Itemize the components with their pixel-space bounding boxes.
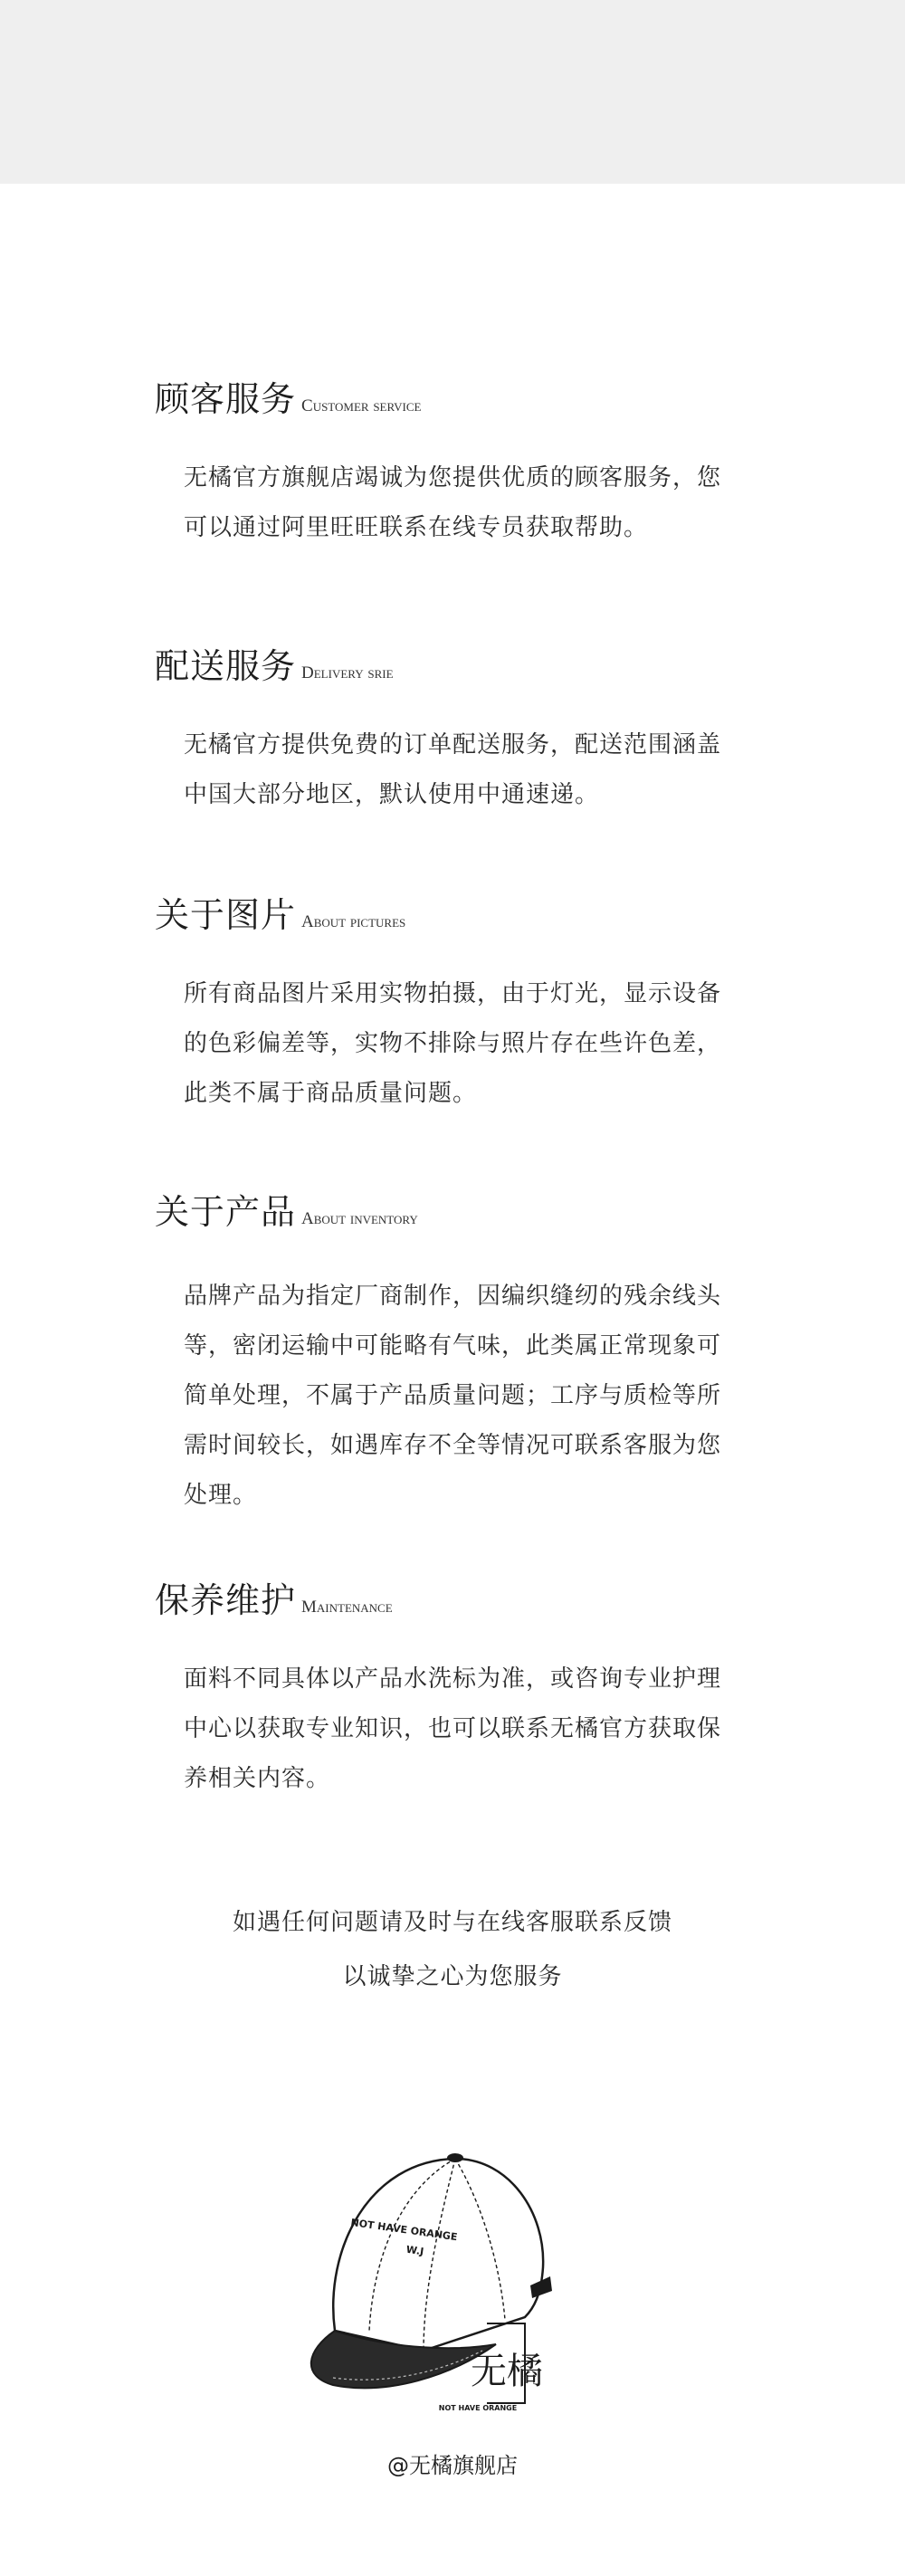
section-body <box>184 1272 745 1521</box>
heading-en: About inventory <box>301 1209 418 1228</box>
closing-line-1: 如遇任何问题请及时与在线客服联系反馈 <box>232 1909 672 1936</box>
closing-line-2: 以诚挚之心为您服务 <box>342 1963 563 1990</box>
section-heading <box>155 638 394 688</box>
baseball-cap-icon <box>288 2113 577 2412</box>
body-line: 无橘官方旗舰店竭诚为您提供优质的顾客服务，您 <box>184 464 722 491</box>
body-line: 面料不同具体以产品水洗标为准，或咨询专业护理 <box>184 1665 722 1693</box>
section-body <box>184 720 745 820</box>
body-line: 中国大部分地区，默认使用中通速递。 <box>184 781 600 808</box>
top-banner-band <box>0 0 905 184</box>
body-line: 养相关内容。 <box>184 1765 331 1792</box>
heading-cn: 保养维护 <box>155 1580 297 1620</box>
brand-logo <box>288 2113 577 2416</box>
heading-cn: 顾客服务 <box>155 379 297 419</box>
heading-en: Delivery srie <box>301 663 394 682</box>
section-body <box>184 1655 745 1804</box>
body-line: 中心以获取专业知识，也可以联系无橘官方获取保 <box>184 1715 722 1742</box>
signature-text: 无橘 <box>471 2351 543 2392</box>
body-line: 所有商品图片采用实物拍摄，由于灯光，显示设备 <box>184 980 722 1007</box>
body-line: 此类不属于商品质量问题。 <box>184 1080 478 1107</box>
section-heading <box>155 1184 418 1234</box>
heading-en: About pictures <box>301 912 406 931</box>
body-line: 可以通过阿里旺旺联系在线专员获取帮助。 <box>184 514 649 541</box>
body-line: 等，密闭运输中可能略有气味，此类属正常现象可 <box>184 1332 722 1360</box>
heading-en: Maintenance <box>301 1598 393 1617</box>
section-body <box>184 969 745 1119</box>
section-body <box>184 453 745 553</box>
body-line: 需时间较长，如遇库存不全等情况可联系客服为您 <box>184 1432 722 1459</box>
heading-cn: 配送服务 <box>155 646 297 686</box>
body-line: 处理。 <box>184 1482 258 1509</box>
store-handle: @无橘旗舰店 <box>387 2453 518 2478</box>
section-heading <box>155 887 405 937</box>
body-line: 无橘官方提供免费的订单配送服务，配送范围涵盖 <box>184 731 722 758</box>
heading-cn: 关于图片 <box>155 895 297 935</box>
section-heading <box>155 1572 393 1622</box>
logo-caption: NOT HAVE ORANGE <box>438 2404 518 2412</box>
body-line: 的色彩偏差等，实物不排除与照片存在些许色差， <box>184 1030 722 1057</box>
body-line: 简单处理，不属于产品质量问题；工序与质检等所 <box>184 1382 722 1409</box>
heading-cn: 关于产品 <box>155 1192 297 1232</box>
heading-en: Customer service <box>301 396 422 415</box>
body-line: 品牌产品为指定厂商制作，因编织缝纫的残余线头 <box>184 1283 722 1310</box>
section-heading <box>155 371 421 421</box>
cap-print-initials: W.J <box>405 2243 425 2258</box>
cap-print-text: NOT HAVE ORANGE <box>349 2216 459 2244</box>
